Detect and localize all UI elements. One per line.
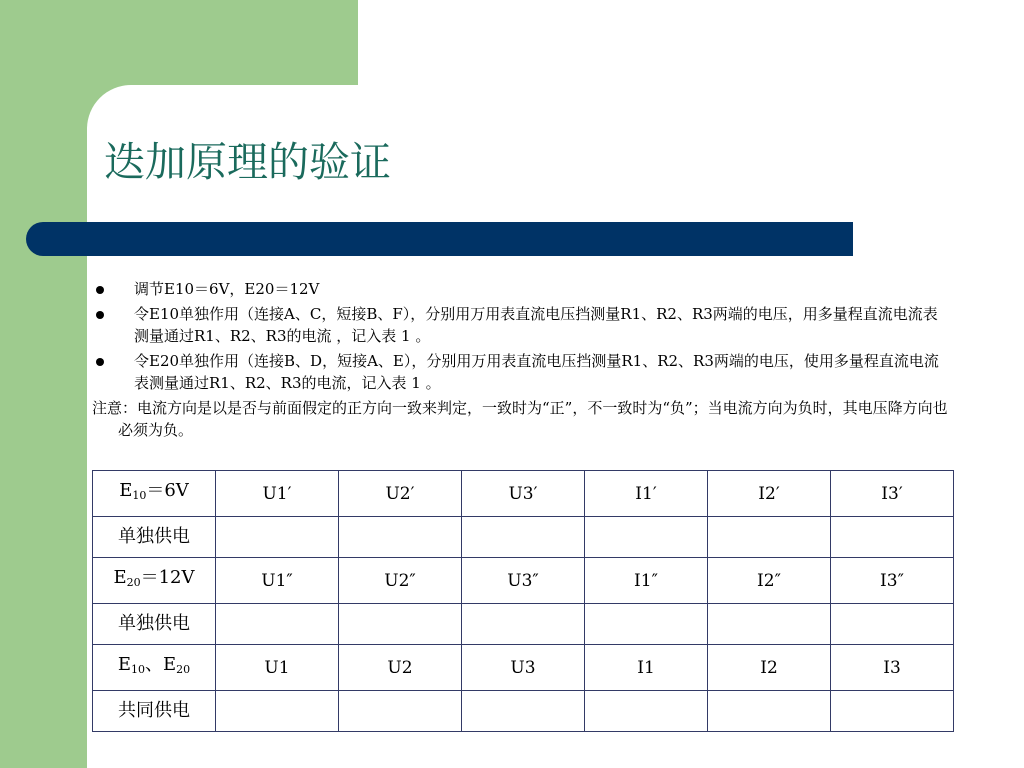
table-cell [339,604,462,645]
table-row [93,558,954,604]
row-label-line2: 单独供电 [93,604,216,645]
column-header: U2 [339,645,462,691]
bullet-item [92,303,952,347]
column-header: U3″ [462,558,585,604]
column-header: U3′ [462,471,585,517]
column-header: U1″ [216,558,339,604]
table-cell [585,604,708,645]
column-header: U3 [462,645,585,691]
row-label-line2: 共同供电 [93,691,216,732]
note-text: 注意：电流方向是以是否与前面假定的正方向一致来判定，一致时为“正”，不一致时为“负”；当电流方向为负时，其电压降方向也必须为负。 [92,399,948,439]
column-header: I1 [585,645,708,691]
table-cell [339,691,462,732]
bullet-text: 调节E10＝6V，E20＝12V [134,280,320,298]
table-cell [585,517,708,558]
column-header: I1′ [585,471,708,517]
bullet-dot-icon [96,311,104,319]
bullet-dot-icon [96,286,104,294]
table-cell [462,517,585,558]
bullet-item [92,278,952,300]
table-cell [831,517,954,558]
table-cell [339,517,462,558]
table-cell [708,604,831,645]
column-header: U2′ [339,471,462,517]
bullet-dot-icon [96,358,104,366]
table-cell [708,691,831,732]
bullet-list [92,278,952,441]
row-label: $E_{20}=12V$ [93,558,216,604]
column-header: I2″ [708,558,831,604]
column-header: I3 [831,645,954,691]
table-row [93,604,954,645]
row-label: $E_{10}=6V$ [93,471,216,517]
table-cell [216,604,339,645]
column-header: I2′ [708,471,831,517]
table-cell [708,517,831,558]
table-cell [462,604,585,645]
slide-title: 迭加原理的验证 [104,138,391,186]
measurement-table [92,470,954,732]
column-header: I3′ [831,471,954,517]
bullet-text: 令E10单独作用（连接A、C，短接B、F），分别用万用表直流电压挡测量R1、R2、R3两端的电压，用多量程直流电流表测量通过R1、R2、R3的电流 ，记入表 1 。 [134,305,938,345]
bullet-text: 令E20单独作用（连接B、D，短接A、E），分别用万用表直流电压挡测量R1、R2、R3两端的电压，使用多量程直流电流表测量通过R1、R2、R3的电流，记入表 1 。 [134,352,939,392]
table-cell [216,517,339,558]
row-label: $E_{10}$、$E_{20}$ [93,645,216,691]
column-header: U1′ [216,471,339,517]
table-row [93,471,954,517]
table-cell [462,691,585,732]
bullet-item [92,350,952,394]
column-header: U2″ [339,558,462,604]
table-cell [831,604,954,645]
column-header: I1″ [585,558,708,604]
table-row [93,691,954,732]
table-cell [216,691,339,732]
column-header: I2 [708,645,831,691]
table-cell [585,691,708,732]
table-cell [831,691,954,732]
table-row [93,645,954,691]
column-header: I3″ [831,558,954,604]
column-header: U1 [216,645,339,691]
table-row [93,517,954,558]
row-label-line2: 单独供电 [93,517,216,558]
title-underline-bar [26,222,853,256]
